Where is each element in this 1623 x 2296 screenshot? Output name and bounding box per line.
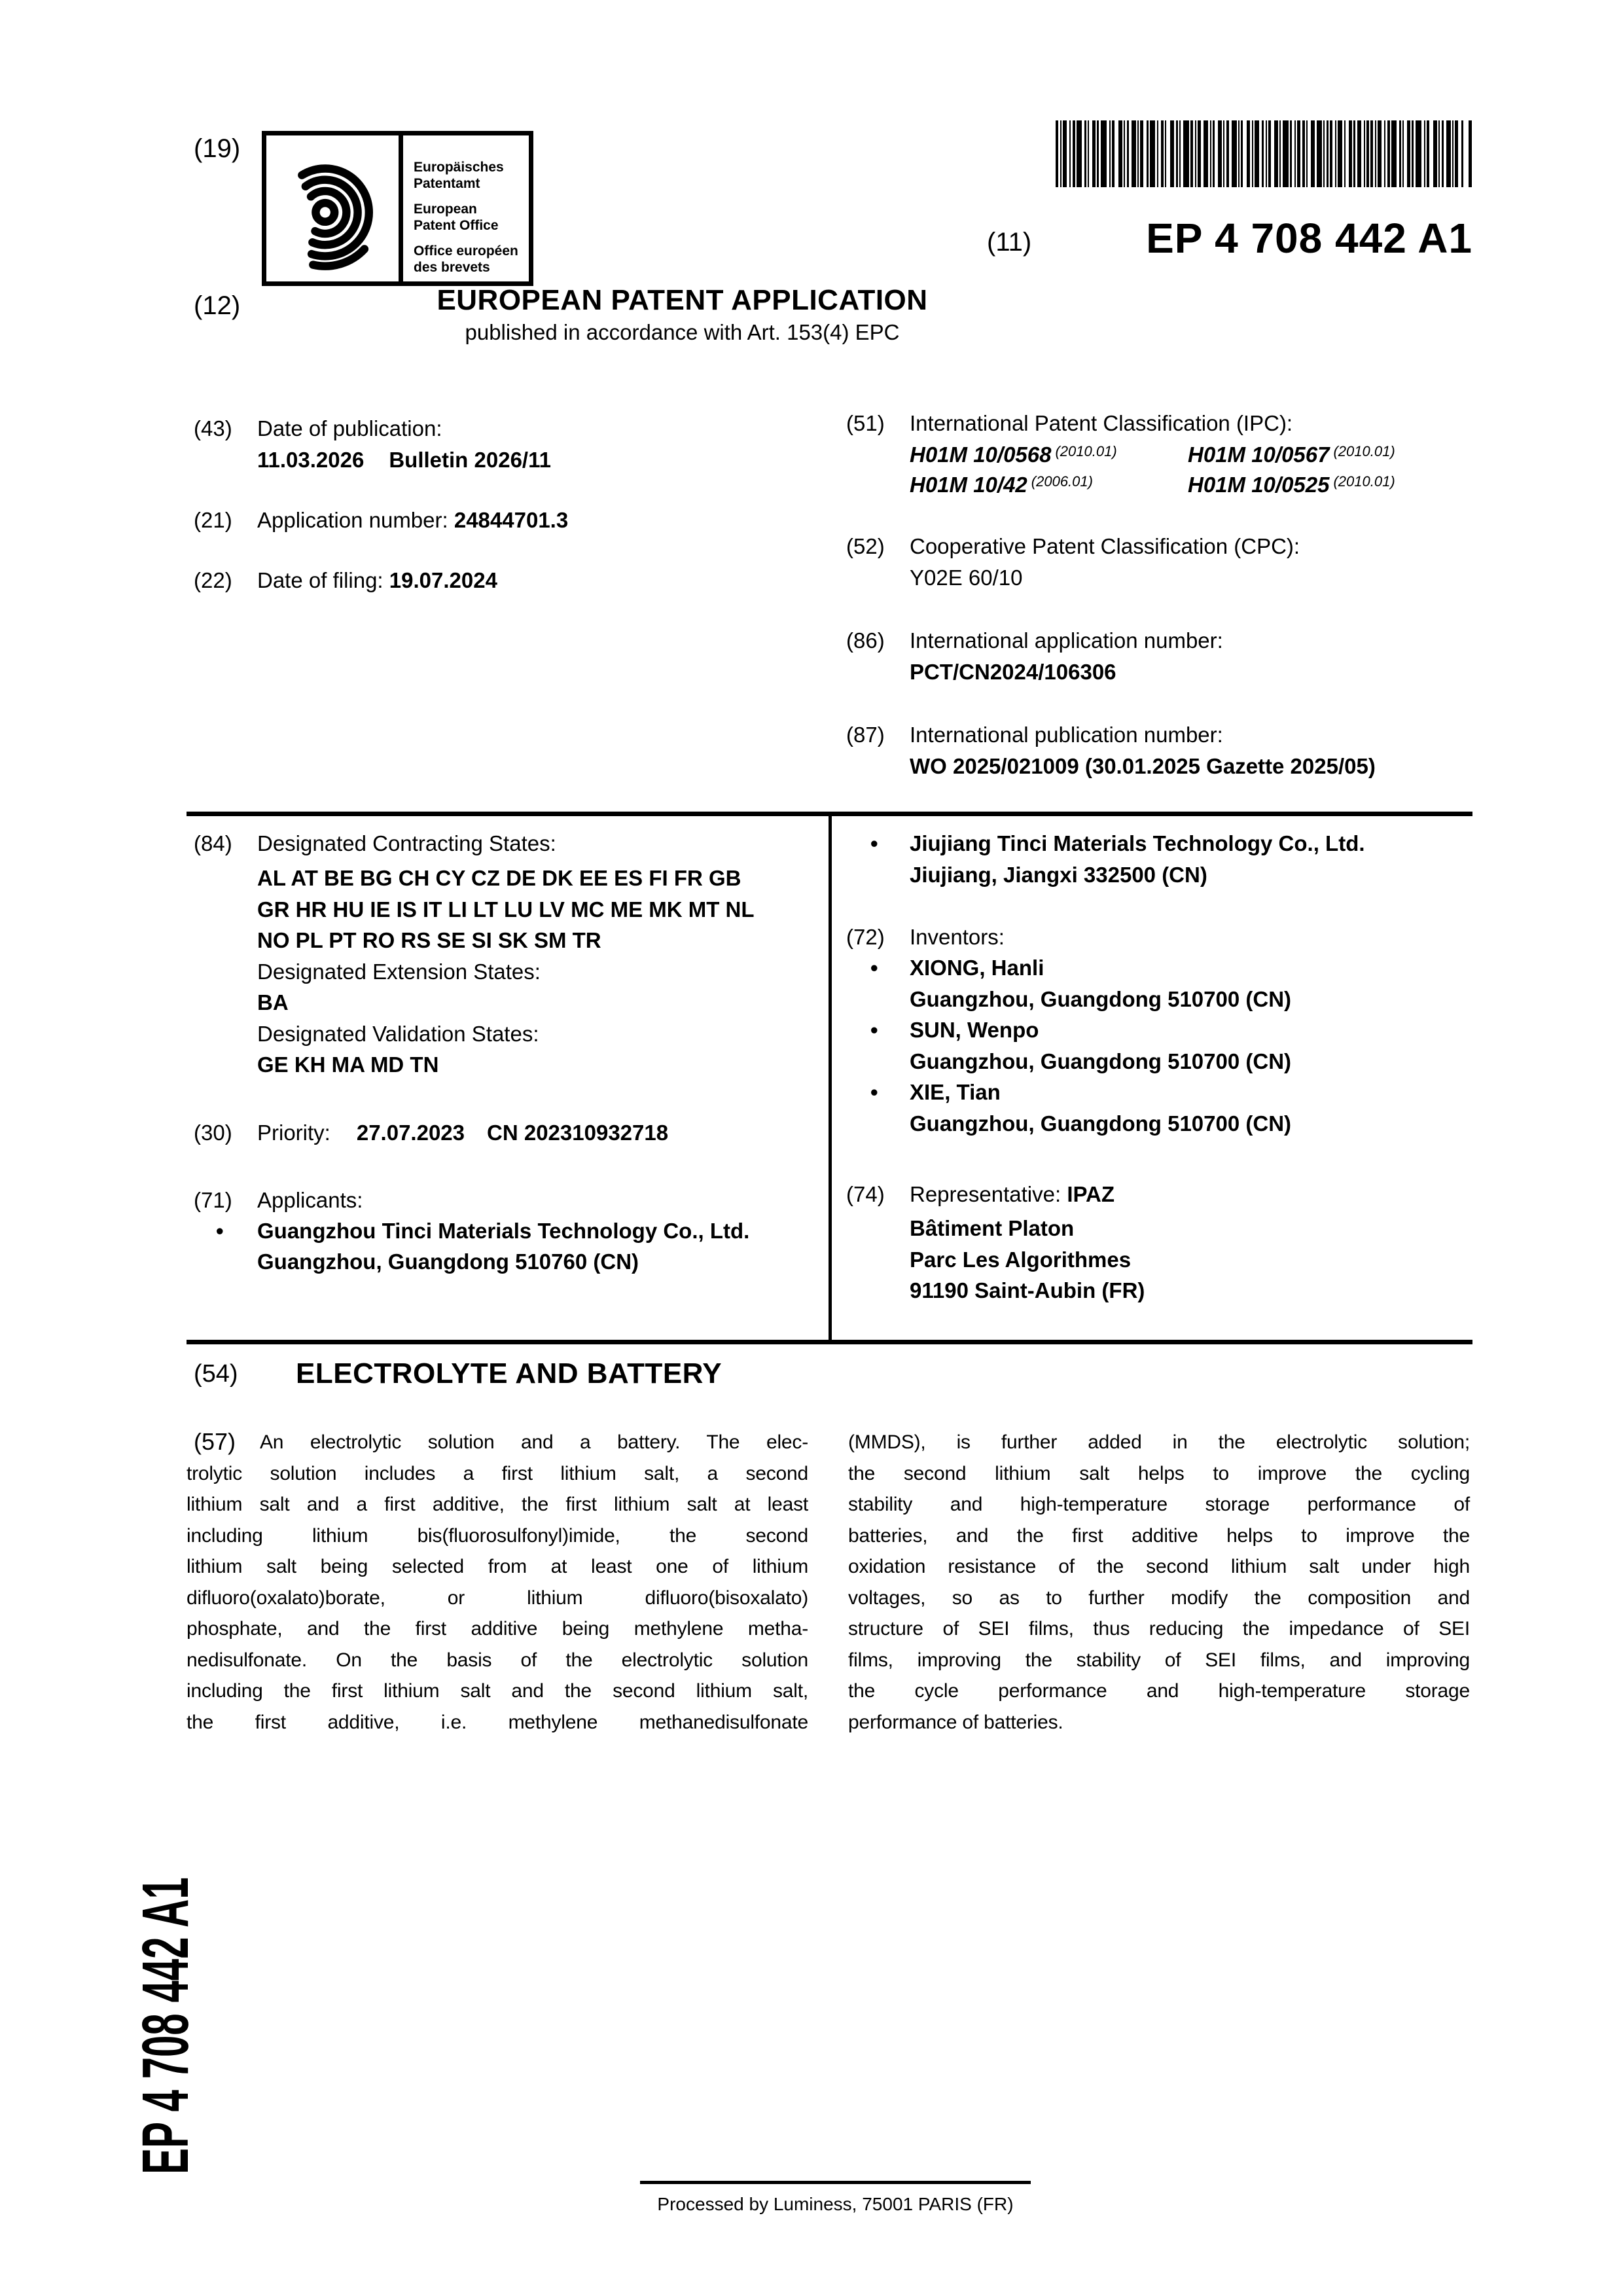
sidebar-publication-number: EP 4 708 442 A1 (129, 1877, 202, 2174)
abstract-line: trolytic solution includes a first lithium salt, a second (187, 1462, 808, 1484)
doc-type-title: EUROPEAN PATENT APPLICATION (437, 284, 928, 316)
application-number-value: 24844701.3 (454, 508, 569, 532)
inid-11-label: (11) (987, 228, 1032, 257)
abstract-line: voltages, so as to further modify the composition and (848, 1587, 1470, 1609)
priority-date: 27.07.2023 (356, 1121, 465, 1145)
abstract-line: lithium salt being selected from at least one of lithium (187, 1556, 808, 1577)
ipc-version-2: (2010.01) (1333, 443, 1395, 459)
abstract-line: performance of batteries. (848, 1711, 1063, 1733)
abstract-line: (MMDS), is further added in the electrolytic solution; (848, 1431, 1470, 1453)
inid-12-label: (12) (194, 291, 241, 320)
ipc-version-4: (2010.01) (1333, 473, 1395, 490)
inid-71-label: (71) (194, 1188, 232, 1212)
date-publication-name: Date of publication: (257, 416, 442, 440)
applicant-1-address: Guangzhou, Guangdong 510760 (CN) (257, 1249, 639, 1274)
inid-74-label: (74) (846, 1182, 885, 1206)
inid-22-label: (22) (194, 568, 232, 592)
representative-value: IPAZ (1067, 1182, 1115, 1206)
epo-name-fr-line2: des brevets (414, 260, 490, 275)
date-filing-row (257, 568, 497, 593)
invention-title: ELECTROLYTE AND BATTERY (296, 1357, 722, 1390)
abstract-line: batteries, and the first additive helps to improve the (848, 1524, 1470, 1547)
abstract-column-1 (187, 1427, 808, 1738)
representative-address-line: Bâtiment Platon (910, 1216, 1075, 1240)
representative-address-line: Parc Les Algorithmes (910, 1247, 1132, 1272)
applicant-2-address: Jiujiang, Jiangxi 332500 (CN) (910, 863, 1207, 887)
date-filing-value: 19.07.2024 (389, 568, 497, 592)
contracting-states-line: GR HR HU IE IS IT LI LT LU LV MC ME MK MT NL (257, 897, 755, 922)
inventor-bullet (870, 1080, 878, 1105)
intl-publication-value: WO 2025/021009 (30.01.2025 Gazette 2025/05) (910, 754, 1376, 778)
abstract-line: including lithium bis(fluorosulfonyl)imide, the second (187, 1524, 808, 1547)
intl-publication-name: International publication number: (910, 723, 1223, 747)
inventor-bullet (870, 1018, 878, 1043)
applicant-bullet (870, 831, 878, 856)
inventor-2-address: Guangzhou, Guangdong 510700 (CN) (910, 1049, 1292, 1073)
contracting-states-line: NO PL PT RO RS SE SI SK SM TR (257, 928, 601, 952)
abstract-column-2 (848, 1427, 1470, 1738)
epo-name-de-line1: Europäisches (414, 160, 504, 175)
application-number-row (257, 508, 568, 533)
abstract-line: the second lithium salt helps to improve the cycling (848, 1462, 1470, 1484)
footer-text: Processed by Luminess, 75001 PARIS (FR) (657, 2194, 1014, 2214)
abstract-line: structure of SEI films, thus reducing the impedance of SEI (848, 1618, 1470, 1640)
applicants-name: Applicants: (257, 1188, 363, 1212)
publication-date: 11.03.2026 (257, 448, 365, 472)
epo-logo-box (262, 131, 533, 286)
ipc-name: International Patent Classification (IPC): (910, 411, 1293, 435)
column-divider (829, 812, 832, 1343)
abstract-line: difluoro(oxalato)borate, or lithium difluoro(bisoxalato) (187, 1587, 808, 1609)
doc-type-subtitle: published in accordance with Art. 153(4) EPC (465, 320, 900, 344)
inid-21-label: (21) (194, 508, 232, 532)
footer-rule (640, 2181, 1031, 2184)
applicant-bullet (216, 1219, 224, 1244)
doc-type-block (187, 281, 1178, 346)
epo-name-en-line1: European (414, 202, 477, 217)
priority-row (257, 1121, 668, 1145)
validation-states-value: GE KH MA MD TN (257, 1052, 439, 1077)
abstract-line: An electrolytic solution and a battery. The elec- (260, 1431, 808, 1453)
inid-54-label: (54) (194, 1360, 238, 1388)
date-publication-value (257, 448, 551, 473)
abstract-line: stability and high-temperature storage performance of (848, 1494, 1470, 1515)
ipc-code-3: H01M 10/42 $^{(2006.01)}$ (910, 473, 1093, 497)
priority-number: CN 202310932718 (487, 1121, 669, 1145)
inid-51-label: (51) (846, 411, 885, 435)
application-number-name: Application number: (257, 508, 448, 532)
extension-states-value: BA (257, 990, 289, 1014)
inventors-name: Inventors: (910, 925, 1005, 949)
epo-name-de-line2: Patentamt (414, 176, 480, 191)
inventor-3-name: XIE, Tian (910, 1080, 1001, 1104)
inid-52-label: (52) (846, 534, 885, 558)
abstract-line: nedisulfonate. On the basis of the electrolytic solution (187, 1649, 808, 1671)
ipc-code-4: H01M 10/0525 $^{(2010.01)}$ (1188, 473, 1395, 497)
applicant-2-name: Jiujiang Tinci Materials Technology Co., Ltd. (910, 831, 1365, 855)
cpc-name: Cooperative Patent Classification (CPC): (910, 534, 1300, 558)
inid-30-label: (30) (194, 1121, 232, 1145)
epo-name-en-line2: Patent Office (414, 218, 499, 233)
representative-address-block (910, 1213, 1145, 1306)
intl-application-name: International application number: (910, 628, 1223, 653)
inventor-1-address: Guangzhou, Guangdong 510700 (CN) (910, 987, 1292, 1011)
inventor-1-name: XIONG, Hanli (910, 956, 1044, 980)
priority-name: Priority: (257, 1121, 330, 1145)
abstract-line: films, improving the stability of SEI films, and improving (848, 1649, 1470, 1671)
epo-swirl-icon (268, 137, 397, 281)
intl-application-value: PCT/CN2024/106306 (910, 660, 1116, 684)
ipc-version-3: (2006.01) (1031, 473, 1093, 490)
publication-number: EP 4 708 442 A1 (1146, 215, 1472, 262)
representative-address-line: 91190 Saint-Aubin (FR) (910, 1278, 1145, 1302)
inid-43-label: (43) (194, 416, 232, 440)
ipc-code-1: H01M 10/0568 $^{(2010.01)}$ (910, 442, 1117, 467)
ipc-version-1: (2010.01) (1055, 443, 1117, 459)
inid-19-label: (19) (194, 134, 241, 163)
inid-86-label: (86) (846, 628, 885, 653)
representative-name: Representative: (910, 1182, 1061, 1206)
barcode (1056, 120, 1472, 187)
abstract-line: including the first lithium salt and the second lithium salt, (187, 1680, 808, 1702)
abstract-line: the cycle performance and high-temperature storage (848, 1680, 1470, 1702)
designated-states-name: Designated Contracting States: (257, 831, 556, 855)
publication-bulletin: Bulletin 2026/11 (389, 448, 551, 472)
inventor-2-name: SUN, Wenpo (910, 1018, 1039, 1042)
inid-57-label: (57) (194, 1428, 236, 1455)
date-filing-name: Date of filing: (257, 568, 383, 592)
abstract-line: oxidation resistance of the second lithium salt under high (848, 1556, 1470, 1577)
designated-states-block (257, 863, 813, 1081)
horizontal-rule-bottom (187, 1340, 1472, 1344)
validation-states-name: Designated Validation States: (257, 1021, 539, 1046)
applicant-1-name: Guangzhou Tinci Materials Technology Co., Ltd. (257, 1219, 750, 1243)
cpc-value: Y02E 60/10 (910, 565, 1023, 590)
epo-logo-cell (266, 135, 403, 281)
abstract-line: the first additive, i.e. methylene methanedisulfonate (187, 1711, 808, 1733)
inventor-bullet (870, 956, 878, 980)
epo-logo-text (403, 135, 529, 281)
contracting-states-line: AL AT BE BG CH CY CZ DE DK EE ES FI FR GB (257, 866, 741, 890)
epo-name-fr-line1: Office européen (414, 243, 518, 259)
inid-84-label: (84) (194, 831, 232, 855)
ipc-code-2: H01M 10/0567 $^{(2010.01)}$ (1188, 442, 1395, 467)
inid-72-label: (72) (846, 925, 885, 949)
inventor-3-address: Guangzhou, Guangdong 510700 (CN) (910, 1111, 1292, 1136)
representative-row (910, 1182, 1115, 1207)
inid-87-label: (87) (846, 723, 885, 747)
abstract-line: lithium salt and a first additive, the first lithium salt at least (187, 1494, 808, 1515)
extension-states-name: Designated Extension States: (257, 959, 541, 984)
abstract-line: phosphate, and the first additive being methylene metha- (187, 1618, 808, 1640)
